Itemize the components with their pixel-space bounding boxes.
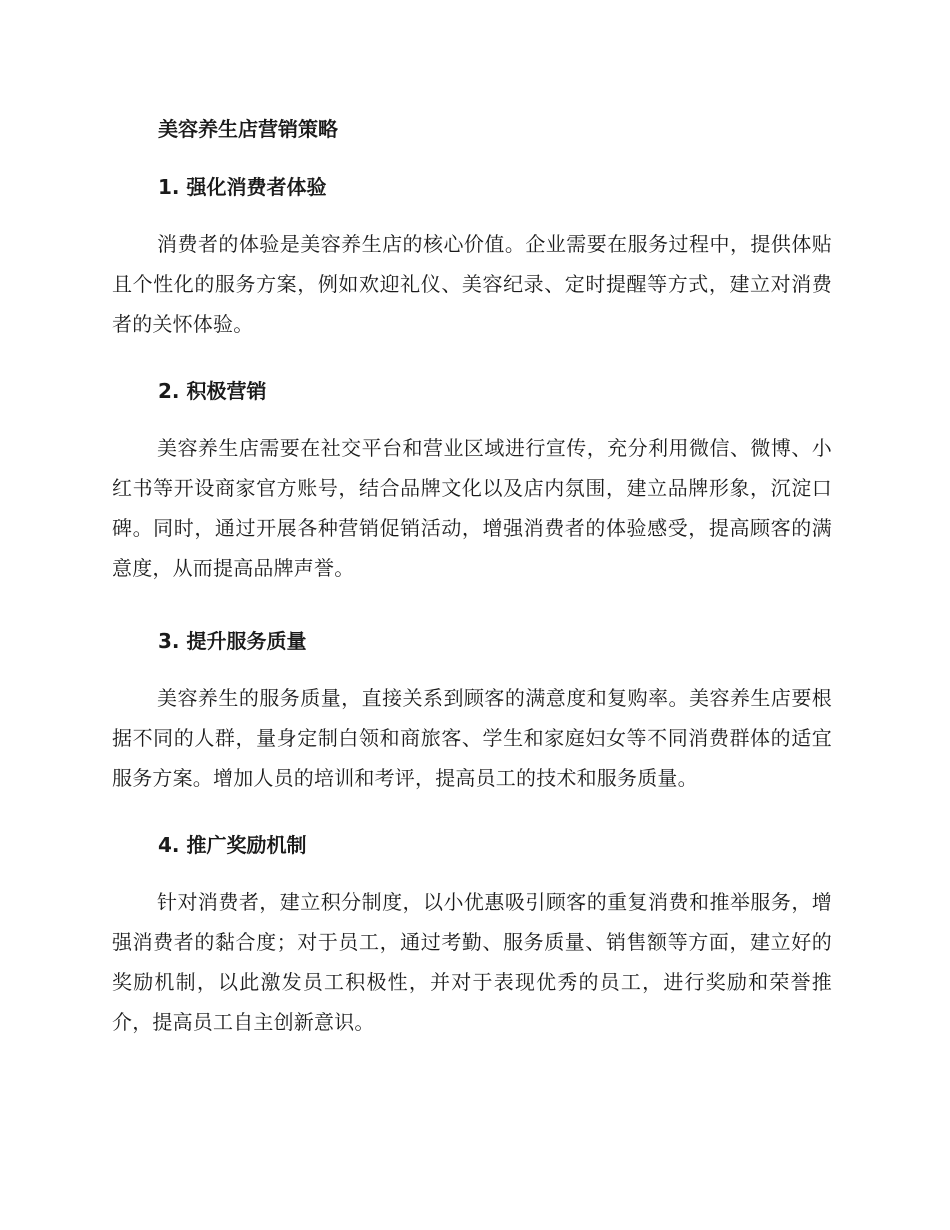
section-heading-2: 2. 积极营销: [158, 379, 267, 403]
section-heading-4: 4. 推广奖励机制: [158, 833, 307, 857]
section-heading-3: 3. 提升服务质量: [158, 629, 307, 653]
section-heading-1: 1. 强化消费者体验: [158, 175, 327, 199]
section-body-4: 针对消费者，建立积分制度，以小优惠吸引顾客的重复消费和推举服务，增强消费者的黏合度；对于员工，通过考勤、服务质量、销售额等方面，建立好的奖励机制，以此激发员工积极性，并对于表现优秀的员工，进行奖励和荣誉推介，提高员工自主创新意识。: [112, 890, 832, 1034]
document-title: 美容养生店营销策略: [158, 117, 338, 141]
section-body-3: 美容养生的服务质量，直接关系到顾客的满意度和复购率。美容养生店要根据不同的人群，量身定制白领和商旅客、学生和家庭妇女等不同消费群体的适宜服务方案。增加人员的培训和考评，提高员工的技术和服务质量。: [112, 686, 832, 790]
section-body-2: 美容养生店需要在社交平台和营业区域进行宣传，充分利用微信、微博、小红书等开设商家官方账号，结合品牌文化以及店内氛围，建立品牌形象，沉淀口碑。同时，通过开展各种营销促销活动，增强消费者的体验感受，提高顾客的满意度，从而提高品牌声誉。: [112, 436, 832, 580]
section-body-1: 消费者的体验是美容养生店的核心价值。企业需要在服务过程中，提供体贴且个性化的服务方案，例如欢迎礼仪、美容纪录、定时提醒等方式，建立对消费者的关怀体验。: [112, 232, 832, 336]
